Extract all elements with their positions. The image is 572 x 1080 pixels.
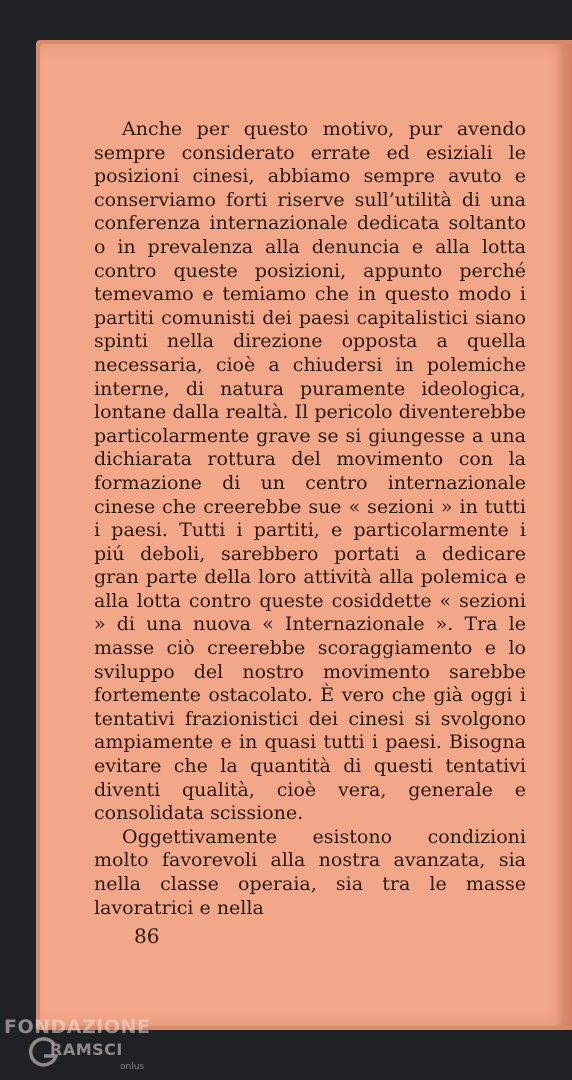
body-text (94, 118, 526, 920)
page-number: 86 (134, 924, 160, 948)
watermark-line-2: RAMSCI (50, 1040, 123, 1059)
paragraph-2: Oggettivamente esistono condizioni molto favorevoli alla nostra avanzata, sia nella classe operaia, sia tra le masse lavoratrici e nella (94, 825, 526, 919)
watermark-line-3: onlus (120, 1062, 145, 1072)
watermark-line-1: FONDAZIONE (4, 1016, 151, 1038)
paragraph-1: Anche per questo motivo, pur avendo sempre considerato errate ed esiziali le posizioni cinesi, abbiamo sempre avuto e conserviamo forti riserve sull’utilità di una conferenza internazionale dedicata soltanto o in prevalenza alla denuncia e alla lotta contro queste posizioni, appunto perché temevamo e temiamo che in questo modo i partiti comunisti dei paesi capitalistici siano spinti nella direzione opposta a quella necessaria, cioè a chiudersi in polemiche interne, di natura puramente ideologica, lontane dalla realtà. Il pericolo diventerebbe particolarmente grave se si giungesse a una dichiarata rottura del movimento con la formazione di un centro internazionale cinese che creerebbe sue « sezioni » in tutti i paesi. Tutti i partiti, e particolarmente i piú deboli, sarebbero portati a dedicare gran parte della loro attività alla polemica e alla lotta contro queste cosiddette « sezioni » di una nuova « Internazionale ». Tra le masse ciò creerebbe scoraggiamento e lo sviluppo del nostro movimento sarebbe fortemente ostacolato. È vero che già oggi i tentativi frazionistici dei cinesi si svolgono ampiamente e in quasi tutti i paesi. Bisogna evitare che la quantità di questi tentativi diventi qualità, cioè vera, generale e consolidata scissione. (94, 118, 526, 825)
foundation-watermark (4, 1012, 164, 1078)
page-gutter-shadow (554, 44, 572, 1026)
